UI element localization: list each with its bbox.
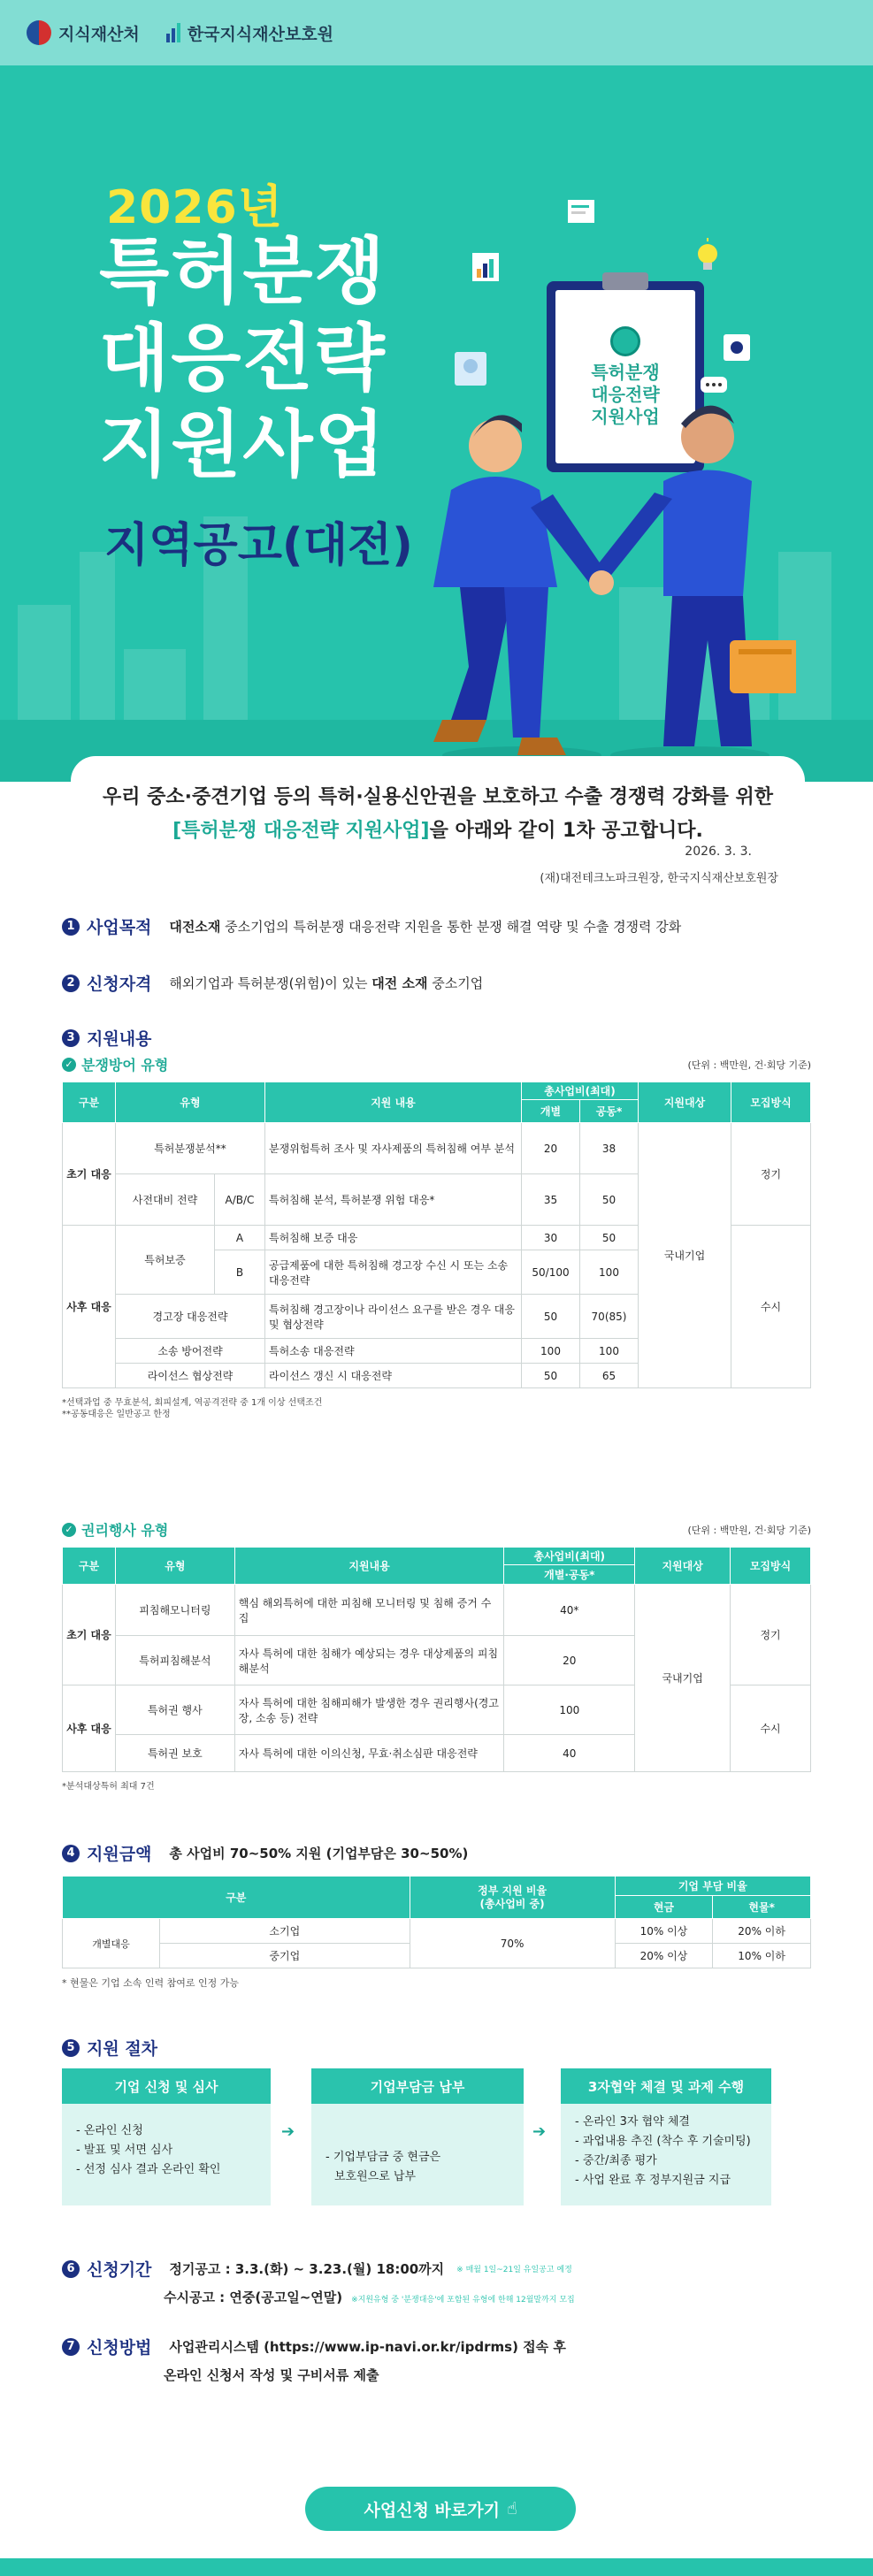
tablet-icon bbox=[451, 348, 490, 389]
defense-type-block bbox=[62, 1054, 811, 1420]
top-bar bbox=[0, 0, 873, 65]
unit-note: (단위 : 백만원, 건·회당 기준) bbox=[687, 1059, 811, 1071]
num-badge: 1 bbox=[62, 918, 80, 936]
ratio-table: 구분 정부 지원 비율 (총사업비 중) 기업 부담 비율 현금 현물* 개별대응 소기업 70% 10% 이상 20% 이하 중기업 20% 이상 10% 이하 bbox=[62, 1876, 811, 1968]
section-period: 6 신청기간 정기공고 : 3.3.(화) ~ 3.23.(월) 18:00까지 ※ 매월 1일~21일 유일공고 예정 수시공고 : 연중(공고일~연말) ※지원유형 중 '분쟁대응'에 포함된 유형에 한해 12월말까지 모집 bbox=[62, 2257, 840, 2306]
clipboard-illustration: 특허분쟁 대응전략 지원사업 bbox=[547, 281, 704, 472]
section-title: 신청기간 bbox=[87, 2260, 152, 2280]
section-title: 신청자격 bbox=[87, 975, 152, 994]
section-text: 총 사업비 70~50% 지원 (기업부담은 30~50%) bbox=[169, 1846, 469, 1861]
section-title: 사업목적 bbox=[87, 918, 152, 937]
ongoing-period: 수시공고 : 연중(공고일~연말) ※지원유형 중 '분쟁대응'에 포함된 유형에 한해 12월말까지 모집 bbox=[164, 2289, 575, 2305]
pointer-hand-icon: ☝ bbox=[506, 2499, 517, 2519]
announce-org: (재)대전테크노파크원장, 한국지식재산보호원장 bbox=[540, 872, 778, 885]
section-procedure bbox=[62, 2036, 814, 2060]
section-title: 신청방법 bbox=[87, 2338, 152, 2358]
regular-period: 정기공고 : 3.3.(화) ~ 3.23.(월) 18:00까지 bbox=[169, 2261, 445, 2277]
section-title: 지원내용 bbox=[87, 1029, 152, 1049]
globe-icon bbox=[610, 326, 640, 356]
chat-bubble-icon bbox=[699, 375, 729, 398]
section-title: 지원금액 bbox=[87, 1845, 152, 1864]
hero-subtitle: 지역공고(대전) bbox=[104, 519, 413, 572]
step-agreement: 3자협약 체결 및 과제 수행 - 온라인 3자 협약 체결 - 과업내용 추진 (착수 후 기술미팅) - 중간/최종 평가 - 사업 완료 후 정부지원금 지급 bbox=[561, 2068, 771, 2205]
enforcement-subtitle: ✓ 권리행사 유형 bbox=[62, 1519, 811, 1540]
hero-banner bbox=[0, 65, 873, 782]
koipa-logo[interactable] bbox=[166, 21, 333, 45]
play-icon bbox=[720, 331, 755, 366]
hero-year: 2026년 bbox=[106, 181, 283, 234]
num-badge: 3 bbox=[62, 1029, 80, 1047]
gov-ratio-header: 정부 지원 비율 (총사업비 중) bbox=[410, 1877, 615, 1919]
bar-chart-icon bbox=[471, 251, 502, 285]
document-icon bbox=[566, 198, 601, 228]
step-apply: 기업 신청 및 심사 - 온라인 신청 - 발표 및 서면 심사 - 선정 심사 결과 온라인 확인 bbox=[62, 2068, 271, 2205]
method-line2: 온라인 신청서 작성 및 구비서류 제출 bbox=[164, 2367, 379, 2383]
section-text: 대전소재 중소기업의 특허분쟁 대응전략 지원을 통한 분쟁 해결 역량 및 수출 경쟁력 강화 bbox=[169, 919, 682, 935]
enforcement-table: 구분 유형 지원내용 총사업비(최대) 지원대상 모집방식 개별·공동* 초기 대응 피침해모니터링 핵심 해외특허에 대한 피침해 모니터링 및 침해 증거 수집 40* 국내기업 정기 특허피침해분석 자사 특허에 대한 침해가 예상되는 경우 대상제품의 피침해분석 20 사후 대응 특허권 행사 자사 특허에 대한 침해피해가 발생한 경우 권리행사(경고장, 소송 등) 전략 100 수시 특허권 보호 자사 특허에 대한 이의신청, 무효·취소심판 대응전략 40 bbox=[62, 1547, 811, 1772]
section-text: 해외기업과 특허분쟁(위험)이 있는 대전 소재 중소기업 bbox=[169, 975, 484, 991]
announce-date: 2026. 3. 3. bbox=[685, 845, 752, 859]
table-note: *분석대상특허 최대 7건 bbox=[62, 1782, 155, 1792]
section-amount bbox=[62, 1841, 814, 1989]
hero-title: 특허분쟁 대응전략 지원사업 bbox=[99, 230, 387, 487]
check-icon: ✓ bbox=[62, 1523, 76, 1537]
defense-table: 구분 유형 지원 내용 총사업비(최대) 지원대상 모집방식 개별 공동* 초기 대응 특허분쟁분석** 분쟁위험특허 조사 및 자사제품의 특허침해 여부 분석 20 38 국내기업 정기 사전대비 전략 A/B/C 특허침해 분석, 특허분쟁 위험 대응* 35 50 사후 대응 특허보증 A 특허침해 보증 대응 30 50 수시 B 공급제품에 대한 특허침해 경고장 수신 시 또는 소송 대응전략 50/100 100 경고장 대응전략 특허침해 경고장이나 라이선스 요구를 받은 경우 대응 및 협상전략 50 70(85) 소송 방어전략 특허소송 대응전략 100 100 라이선스 협상전략 라이선스 갱신 시 대응전략 50 65 bbox=[62, 1082, 811, 1388]
lightbulb-icon bbox=[692, 238, 724, 277]
unit-note: (단위 : 백만원, 건·회당 기준) bbox=[687, 1525, 811, 1536]
emblem-icon bbox=[27, 20, 51, 45]
method-line1: 사업관리시스템 (https://www.ip-navi.or.kr/ipdrms) 접속 후 bbox=[169, 2339, 566, 2355]
org2-name: 한국지식재산보호원 bbox=[187, 24, 333, 44]
num-badge: 5 bbox=[62, 2039, 80, 2057]
check-icon: ✓ bbox=[62, 1058, 76, 1072]
section-method bbox=[62, 2335, 814, 2384]
num-badge: 6 bbox=[62, 2260, 80, 2278]
section-support bbox=[62, 1026, 814, 1050]
intro-line1: 우리 중소·중견기업 등의 특허·실용신안권을 보호하고 수출 경쟁력 강화를 위한 bbox=[102, 786, 774, 808]
bars-icon bbox=[166, 23, 180, 42]
businessmen-handshake-illustration bbox=[389, 401, 796, 773]
arrow-right-icon: ➔ bbox=[532, 2122, 547, 2141]
num-badge: 4 bbox=[62, 1845, 80, 1862]
apply-button-label: 사업신청 바로가기 bbox=[364, 2500, 500, 2520]
num-badge: 7 bbox=[62, 2338, 80, 2356]
section-purpose bbox=[62, 914, 814, 938]
kipo-logo[interactable] bbox=[27, 20, 140, 45]
step-payment: 기업부담금 납부 - 기업부담금 중 현금은 보호원으로 납부 bbox=[311, 2068, 524, 2205]
section-title: 지원 절차 bbox=[87, 2039, 158, 2059]
footer-bar bbox=[0, 2558, 873, 2576]
defense-subtitle: ✓ 분쟁방어 유형 bbox=[62, 1054, 811, 1074]
arrow-right-icon: ➔ bbox=[281, 2122, 295, 2141]
intro-line2: [특허분쟁 대응전략 지원사업]을 아래와 같이 1차 공고합니다. bbox=[172, 820, 703, 842]
org1-name: 지식재산처 bbox=[58, 24, 140, 44]
apply-button[interactable] bbox=[305, 2487, 576, 2531]
section-eligibility bbox=[62, 971, 814, 995]
num-badge: 2 bbox=[62, 975, 80, 992]
intro-notice bbox=[71, 756, 805, 906]
enforcement-type-block bbox=[62, 1519, 811, 1792]
ratio-note: * 현물은 기업 소속 인력 참여로 인정 가능 bbox=[62, 1977, 239, 1989]
table-notes: *선택과업 중 무효분석, 회피설계, 역공격전략 중 1개 이상 선택조건 **공동대응은 일반공고 한정 bbox=[62, 1398, 323, 1419]
